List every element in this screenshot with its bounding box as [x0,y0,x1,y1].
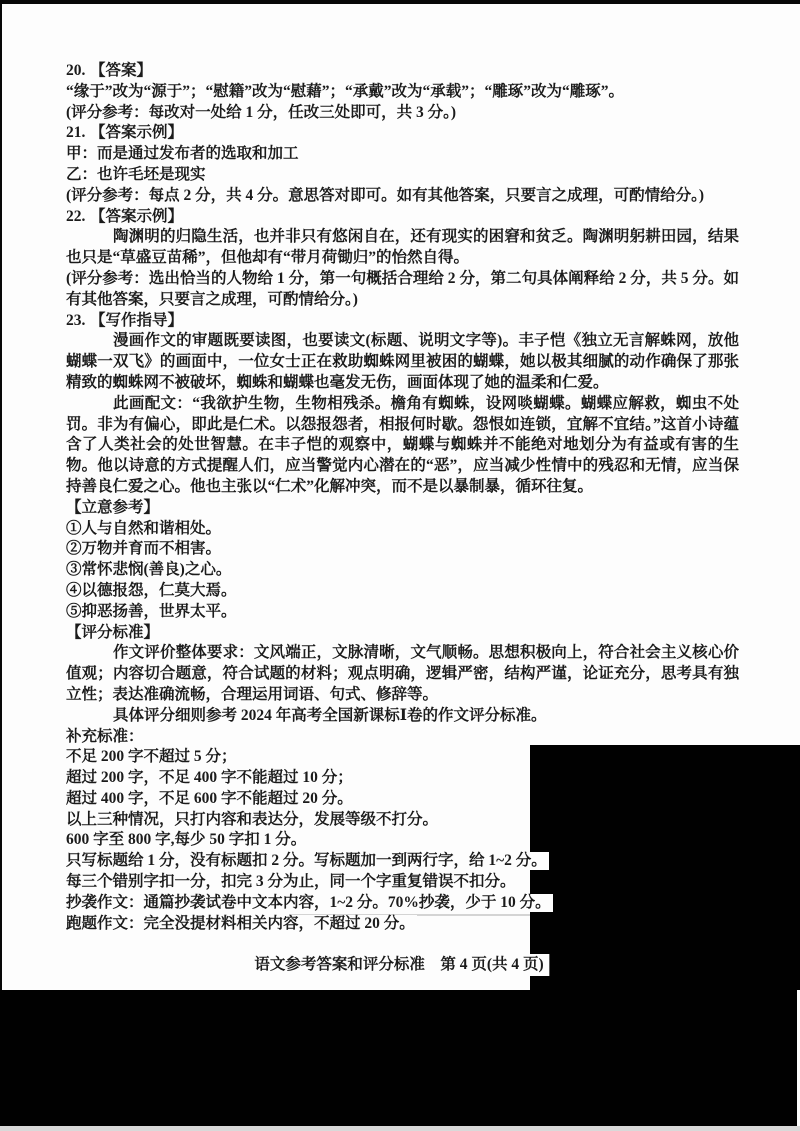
criteria-rule-3: 超过 400 字，不足 600 字不能超过 20 分。 [66,789,353,807]
item-23-guidance-para2: 此画配文：“我欲护生物，生物相残杀。檐角有蜘蛛，设网啖蝴蝶。蝴蝶应解救，蜘虫不处罚。非为有偏心，即此是仁术。以怨报怨者，相报何时歇。怨恨如连锁，宜解不宜结。”这首小诗蕴含了人类社会的处世智慧。在丰子恺的观察中，蝴蝶与蜘蛛并不能绝对地划分为有益或有害的生物。他以诗意的方式提醒人们，应当警觉内心潜在的“恶”，应当减少性情中的残忍和无情，应当保持善良仁爱之心。他也主张以“仁术”化解冲突，而不是以暴制暴，循环往复。 [66,394,739,495]
item-23-tag: 【写作指导】 [90,311,184,329]
intent-item-5: ⑤抑恶扬善，世界太平。 [66,602,237,620]
criteria-heading: 【评分标准】 [66,623,160,641]
item-23-guidance-para1: 漫画作文的审题既要读图，也要读文(标题、说明文字等)。丰子恺《独立无言解蛛网，放他蝴蝶一双飞》的画面中，一位女士正在救助蜘蛛网里被困的蝴蝶，她以极其细腻的动作确保了那张精致的蜘蛛网不被破坏，蜘蛛和蝴蝶也毫发无伤，画面体现了她的温柔和仁爱。 [66,332,739,391]
item-22-number: 22. [66,207,86,225]
scan-border-bottom [0,990,797,1126]
item-20-heading [66,61,739,82]
item-21-scoring: (评分参考：每点 2 分，共 4 分。意思答对即可。如有其他答案，只要言之成理，可酌情给分。) [66,186,705,204]
intent-item-1: ①人与自然和谐相处。 [66,519,222,537]
item-22-tag: 【答案示例】 [90,207,184,225]
criteria-rule-7: 每三个错别字扣一分，扣完 3 分为止，同一个字重复错误不扣分。 [66,873,516,891]
intent-item-4: ④以德报怨，仁莫大焉。 [66,581,237,599]
page-footer [250,952,549,974]
intent-item-3: ③常怀悲悯(善良)之心。 [66,561,232,579]
criteria-rule-6: 只写标题给 1 分，没有标题扣 2 分。写标题加一到两行字，给 1~2 分。 [66,852,547,870]
item-20-scoring: (评分参考：每改对一处给 1 分，任改三处即可，共 3 分。) [66,103,457,121]
item-22-heading [66,207,739,228]
item-21-answer-jia: 甲：而是通过发布者的选取和加工 [66,145,299,163]
item-21-tag: 【答案示例】 [90,124,184,142]
criteria-rule-8: 抄袭作文：通篇抄袭试卷中文本内容，1~2 分。70%抄袭，少于 10 分。 [66,893,551,911]
intent-heading: 【立意参考】 [66,498,160,516]
criteria-rule-1: 不足 200 字不超过 5 分； [66,748,237,766]
criteria-rule-4: 以上三种情况，只打内容和表达分，发展等级不打分。 [66,810,439,828]
item-20-answer: “缘于”改为“源于”；“慰籍”改为“慰藉”；“承戴”改为“承载”；“雕琢”改为“雕琢”。 [66,82,625,100]
criteria-rule-5: 600 字至 800 字,每少 50 字扣 1 分。 [66,831,307,849]
criteria-supplement-label: 补充标准： [66,727,144,745]
scan-edge-gray-strip [0,1126,800,1131]
item-22-scoring: (评分参考：选出恰当的人物给 1 分，第一句概括合理给 2 分，第二句具体阐释给 2 分，共 5 分。如有其他答案，只要言之成理，可酌情给分。) [66,269,739,308]
scan-border-top [0,0,800,4]
criteria-rule-9: 跑题作文：完全没提材料相关内容，不超过 20 分。 [66,914,415,932]
intent-item-2: ②万物并育而不相害。 [66,540,222,558]
item-20-number: 20. [66,62,86,79]
item-23-number: 23. [66,311,86,329]
item-22-answer: 陶渊明的归隐生活，也并非只有悠闲自在，还有现实的困窘和贫乏。陶渊明躬耕田园，结果也只是“草盛豆苗稀”，但他却有“带月荷锄归”的怡然自得。 [66,228,739,267]
scan-border-left [0,0,2,1131]
item-21-heading [66,123,739,144]
item-23-heading [66,311,739,332]
criteria-detail: 具体评分细则参考 2024 年高考全国新课标Ⅰ卷的作文评分标准。 [113,706,547,724]
item-21-number: 21. [66,124,86,142]
item-20-tag: 【答案】 [90,62,153,79]
criteria-overall: 作文评价整体要求：文风端正，文脉清晰，文气顺畅。思想积极向上，符合社会主义核心价值观；内容切合题意，符合试题的材料；观点明确，逻辑严密，结构严谨，论证充分，思考具有独立性；表达准确流畅，合理运用词语、句式、修辞等。 [66,644,739,703]
item-21-answer-yi: 乙：也许毛坯是现实 [66,165,206,183]
page-footer-text: 语文参考答案和评分标准 第 4 页(共 4 页) [250,954,549,976]
criteria-rule-2: 超过 200 字，不足 400 字不能超过 10 分； [66,769,353,787]
